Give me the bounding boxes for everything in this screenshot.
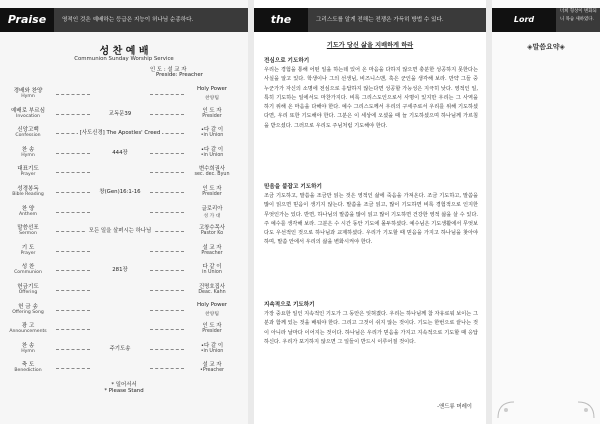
item-leader-ko: 건명호집사 xyxy=(198,284,226,290)
item-leader-en: •Preacher xyxy=(200,368,224,374)
banner-message: 영적인 것은 예배하는 등급은 지능이 허나님 순종하다. xyxy=(62,17,194,23)
item-leader-en: Deac. Kahn xyxy=(198,290,226,295)
item-leader-en: 성 가 대 xyxy=(203,213,221,219)
item-leader-en: 찬양팀 xyxy=(205,311,219,317)
banner-word: Praise xyxy=(0,8,54,32)
item-detail xyxy=(54,148,186,158)
item-title-ko: 찬 송 xyxy=(21,146,35,153)
stand-note-ko: * 일어서서 xyxy=(111,382,137,388)
presider-label-ko: 인 도 : 설 교 자 xyxy=(150,67,187,73)
order-row xyxy=(6,358,242,380)
item-detail xyxy=(54,344,186,354)
lord-banner xyxy=(492,8,600,32)
item-detail-text: 창(Gen)16:1-16 xyxy=(99,189,141,195)
item-leader-en: •in Union xyxy=(200,152,224,158)
section-heading: 믿음을 붙잡고 기도하기 xyxy=(264,184,322,190)
banner-message: 너희 형상이 변화되니 목숨 새하였다. xyxy=(560,9,597,22)
item-title-ko: 찬 송 xyxy=(21,342,35,349)
item-leader-en: Presider xyxy=(202,329,222,335)
item-leader-en: Presider xyxy=(202,192,222,197)
order-of-worship-panel xyxy=(0,0,248,424)
item-title-ko: 경배와 찬양 xyxy=(13,88,43,94)
item-detail-text xyxy=(118,207,122,213)
stand-note-en: * Please Stand xyxy=(104,388,144,394)
item-title-en: Bible Reading xyxy=(12,192,44,197)
item-title-ko: 헌금기도 xyxy=(17,284,39,290)
item-title-en: Sermon xyxy=(19,231,37,237)
item-title-ko: 축 도 xyxy=(21,362,35,369)
sermon-notes-panel xyxy=(492,0,600,424)
item-leader-ko: 인 도 자 xyxy=(202,323,222,330)
item-title-ko: 신앙고백 xyxy=(17,127,39,134)
item-title-en: Benediction xyxy=(14,368,42,374)
item-title-ko: 성 찬 xyxy=(21,264,35,271)
author-signature: -앤드류 머레이 xyxy=(437,404,472,410)
item-detail xyxy=(54,363,186,373)
item-leader-ko: 설 교 자 xyxy=(202,362,222,369)
item-title-en: Offering xyxy=(18,290,38,295)
item-leader-ko: 설 교 자 xyxy=(202,244,222,251)
service-subtitle: Communion Sunday Worship Service xyxy=(74,56,174,62)
section-heading: 지속적으로 기도하기 xyxy=(264,302,315,308)
service-title: 성 찬 예 배 xyxy=(99,46,149,57)
item-title-ko: 찬 양 xyxy=(21,205,35,212)
item-detail-text xyxy=(118,89,122,95)
item-leader-ko: 인 도 자 xyxy=(202,186,222,192)
praise-banner xyxy=(0,8,248,32)
item-title-ko: 대표기도 xyxy=(17,166,39,173)
item-title-en: Hymn xyxy=(21,152,35,158)
devotional-panel xyxy=(254,0,486,424)
item-title-en: Anthem xyxy=(18,211,38,217)
item-title-ko: 헌 금 송 xyxy=(18,303,38,310)
item-detail xyxy=(54,226,186,236)
devotional-title: 기도가 당신 삶을 지배하게 하라 xyxy=(326,42,414,49)
item-leader-ko: 다 같 이 xyxy=(202,264,222,271)
item-detail-text xyxy=(118,324,122,330)
item-detail xyxy=(54,128,186,138)
item-detail xyxy=(54,265,186,275)
item-leader-ko: •다 같 이 xyxy=(200,342,224,349)
banner-word: Lord xyxy=(492,8,556,32)
section-body: 조금 기도하고, 말씀을 조금만 읽는 것은 영적인 삶에 죽음을 가져온다. 조금 기도하고, 말씀을 많이 읽으면 믿음이 생기지 않는다. 말씀을 조금 읽고, 많이 기도하면 비록 경험적으로 인지한 무엇인가는 있다. 반면, 하나님의 말씀을 많이 읽고 많이 기도하면 건강한 영적 삶을 살 수 있다. 주 예수를 생각해 보라. 그분은 수 시간 동안 기도에 몰두하셨다. 예수님은 기도생활에서 무엇보다도 우선적인 것으로 하나님과 교제하셨다. 우리가 기도할 때 믿음을 가지고 하나님을 찾아야 하며, 말씀 안에서 우리의 삶을 변화시켜야 한다. xyxy=(264,193,478,246)
item-leader-ko: 변수희권사 xyxy=(198,166,226,173)
item-title-ko: 말씀선포 xyxy=(17,225,39,232)
item-title-en: Prayer xyxy=(20,172,36,178)
item-detail-text xyxy=(118,167,122,173)
item-leader-en: sec. dec. Byun xyxy=(194,172,230,178)
item-title-en: Hymn xyxy=(21,348,35,354)
item-title-ko: 성경봉독 xyxy=(17,186,39,192)
section-heading: 전심으로 기도하기 xyxy=(264,58,310,64)
item-leader-en: •in Union xyxy=(200,348,224,354)
item-leader-en: Preacher xyxy=(201,250,223,256)
item-detail xyxy=(54,246,186,256)
item-title-en: Invocation xyxy=(16,113,40,119)
item-detail-text: 281장 xyxy=(112,267,128,274)
item-title-en: Announcements xyxy=(9,329,47,335)
item-detail-text: 모든 일을 살펴시는 하나님 xyxy=(88,228,152,235)
item-detail-text: 444장 xyxy=(112,149,128,156)
item-title-en: Prayer xyxy=(20,250,36,256)
item-leader-ko: 글로리아 xyxy=(201,205,223,212)
item-detail xyxy=(54,187,186,197)
section-body: 우리는 경험을 통해 어떤 일을 하는데 있어 온 마음을 다하지 않으면 충분한 성공하지 못한다는 사실을 알고 있다. 학생이나 그의 선생님, 비즈니스맨, 혹은 군인을 생각해 보라. 만약 그들 중 누군가가 자신의 소명에 전심으로 응답하지 않는다면 성공할 가능성은 지극히 낮다. 영적인 일, 특히 기도하는 일에서도 마찬가지다. 비록 그리스도인으로서 사명이 있지만 우리는 그 사역을 하기 위해 온 마음을 다해야 한다. 예수 그리스도께서 우리의 구세주로서 우리를 위해 기도하셨다면, 우리 또한 기도해야 한다. 그분은 이 세상에 오셨을 때 늘 기도하셨으며 하나님께 가르침을 받으셨다. 그러므로 우리도 주님처럼 기도해야 한다. xyxy=(264,67,478,129)
item-leader-ko: 인 도 자 xyxy=(202,107,222,114)
banner-message: 그리스도를 알게 전해는 전쟁은 가득히 방법 수 있다. xyxy=(316,17,444,23)
floral-corner-icon xyxy=(496,400,516,420)
item-detail xyxy=(54,109,186,119)
item-detail-text: [사도신경] The Apostles' Creed xyxy=(79,130,161,137)
item-leader-ko: 고창수목사 xyxy=(198,225,226,232)
item-detail xyxy=(54,89,186,99)
item-leader-en: Presider xyxy=(202,113,222,119)
item-title-ko: 예배로 부르심 xyxy=(10,107,46,114)
item-detail xyxy=(54,324,186,334)
item-detail xyxy=(54,207,186,217)
floral-corner-icon xyxy=(576,400,596,420)
item-detail-text xyxy=(118,363,122,369)
item-leader-ko: Holy Power xyxy=(196,301,228,308)
item-detail xyxy=(54,305,186,315)
item-leader-ko: •다 같 이 xyxy=(200,146,224,153)
item-title-en: Communion xyxy=(14,270,42,276)
item-detail-text xyxy=(118,285,122,291)
section-body: 가장 중요한 일인 지속적인 기도가 그 동안은 잊혀졌다. 우리는 하나님께 참 자유로워 보이는 그분과 함께 있는 것을 배워야 한다. 그리고 그것이 쉬지 않는 것이다. 기도는 한번으로 끝나는 것이 아니라 날마다 이어지는 것이다. 하나님은 우리가 믿음을 가지고 지속적으로 기도할 때 응답하신다. 우리가 포기하지 않으면 그 일들이 반드시 이루어질 것이다. xyxy=(264,311,478,345)
item-detail-text xyxy=(118,246,122,252)
item-detail-text xyxy=(118,305,122,311)
item-leader-ko: •다 같 이 xyxy=(200,127,224,134)
presider-label-en: Preside: Preacher xyxy=(156,72,203,78)
item-title-en: Confession xyxy=(15,133,41,139)
banner-word: the xyxy=(254,8,308,32)
the-banner xyxy=(254,8,486,32)
item-title-en: Hymn xyxy=(21,94,35,99)
item-leader-en: in Union xyxy=(202,270,222,276)
item-detail-text: 교독문39 xyxy=(108,110,132,117)
item-detail-text: 주기도송 xyxy=(109,345,131,352)
item-detail xyxy=(54,285,186,295)
item-title-ko: 광 고 xyxy=(21,323,35,330)
item-title-en: Offering Song xyxy=(12,309,44,315)
item-leader-en: 찬양팀 xyxy=(205,96,219,101)
item-leader-ko: Holy Power xyxy=(196,86,228,92)
item-leader-en: •in Union xyxy=(200,133,224,139)
item-leader-en: Pastor Ko xyxy=(200,231,224,237)
sermon-summary-title: ◈말씀요약◈ xyxy=(527,43,565,51)
item-title-ko: 기 도 xyxy=(21,244,35,251)
item-detail xyxy=(54,167,186,177)
